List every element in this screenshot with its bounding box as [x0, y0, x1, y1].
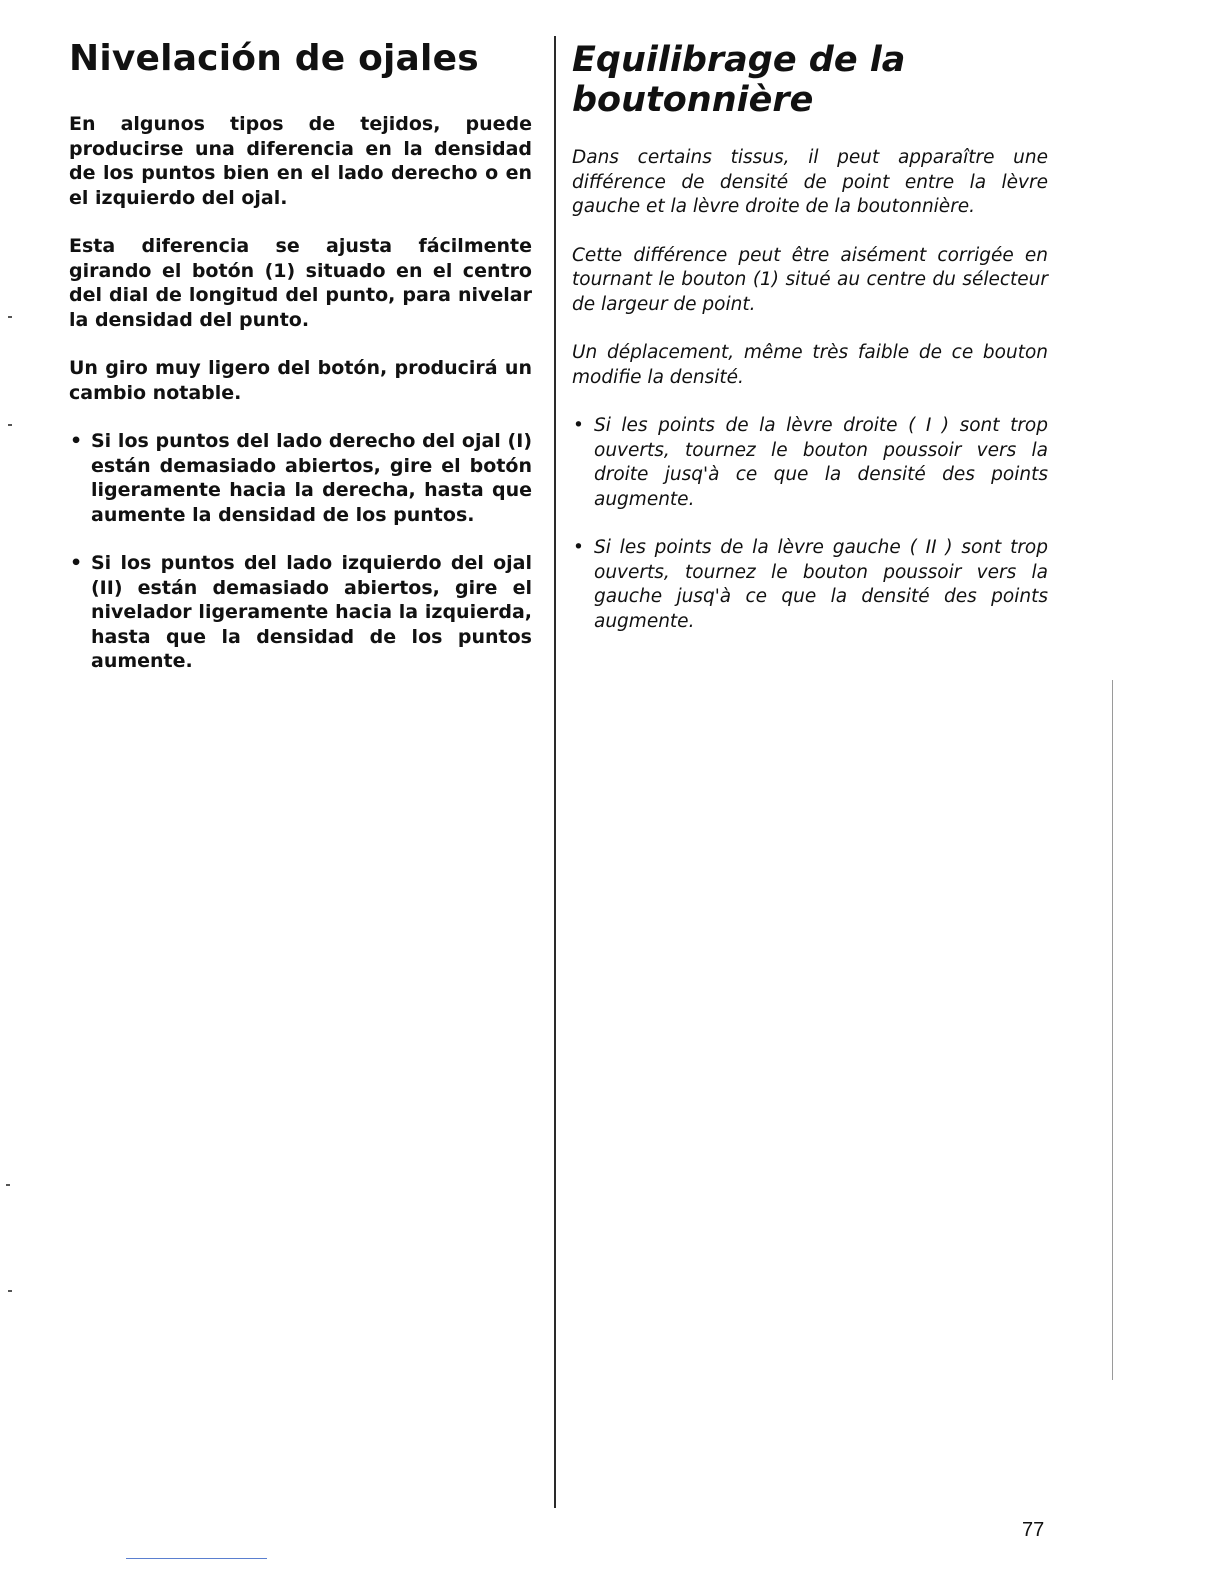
list-item [69, 429, 532, 527]
column-divider [554, 36, 556, 1508]
french-bullet-2-text: Si les points de la lèvre gauche ( II ) sont trop ouverts, tournez le bouton poussoir vers la gauche jusq'à ce que la densité des points augmente. [594, 537, 1048, 632]
spanish-bullet-2-text: Si los puntos del lado izquierdo del ojal (II) están demasiado abiertos, gire el nivelador ligeramente hacia la izquierda, hasta que la densidad de los puntos aumente. [91, 552, 532, 672]
french-bullet-list [572, 414, 1048, 634]
bullet-icon: • [573, 537, 584, 558]
french-bullet-1-text: Si les points de la lèvre droite ( I ) sont trop ouverts, tournez le bouton poussoir vers la droite jusq'à ce que la densité des points augmente. [594, 415, 1048, 510]
french-paragraph-3: Un déplacement, même très faible de ce bouton modifie la densité. [572, 342, 1048, 388]
spanish-bullet-list [69, 429, 532, 674]
spanish-paragraph-3: Un giro muy ligero del botón, producirá un cambio notable. [69, 357, 532, 404]
spanish-title: Nivelación de ojales [69, 38, 479, 79]
margin-mark [8, 424, 12, 426]
margin-mark [8, 316, 12, 318]
page-number: 77 [1022, 1519, 1045, 1541]
margin-mark [8, 1290, 12, 1292]
scan-edge-line [1112, 680, 1113, 1380]
margin-mark [6, 1184, 10, 1186]
bullet-icon: • [70, 552, 83, 574]
bullet-icon: • [573, 415, 584, 436]
spanish-bullet-1-text: Si los puntos del lado derecho del ojal (I) están demasiado abiertos, gire el botón ligeramente hacia la derecha, hasta que aumente la densidad de los puntos. [91, 430, 532, 526]
spanish-paragraph-1: En algunos tipos de tejidos, puede producirse una diferencia en la densidad de los puntos bien en el lado derecho o en el izquierdo del ojal. [69, 113, 532, 209]
list-item [572, 536, 1048, 634]
list-item [69, 551, 532, 674]
french-paragraph-2: Cette différence peut être aisément corrigée en tournant le bouton (1) situé au centre du sélecteur de largeur de point. [572, 244, 1048, 315]
french-column [572, 40, 1048, 658]
french-title: Equilibrage de la boutonnière [572, 40, 906, 120]
list-item [572, 414, 1048, 512]
spanish-column [69, 36, 532, 698]
spanish-paragraph-2: Esta diferencia se ajusta fácilmente girando el botón (1) situado en el centro del dial de longitud del punto, para nivelar la densidad del punto. [69, 235, 532, 331]
bottom-rule [126, 1558, 267, 1559]
bullet-icon: • [70, 430, 83, 452]
french-paragraph-1: Dans certains tissus, il peut apparaître une différence de densité de point entre la lèvre gauche et la lèvre droite de la boutonnière. [572, 147, 1048, 217]
